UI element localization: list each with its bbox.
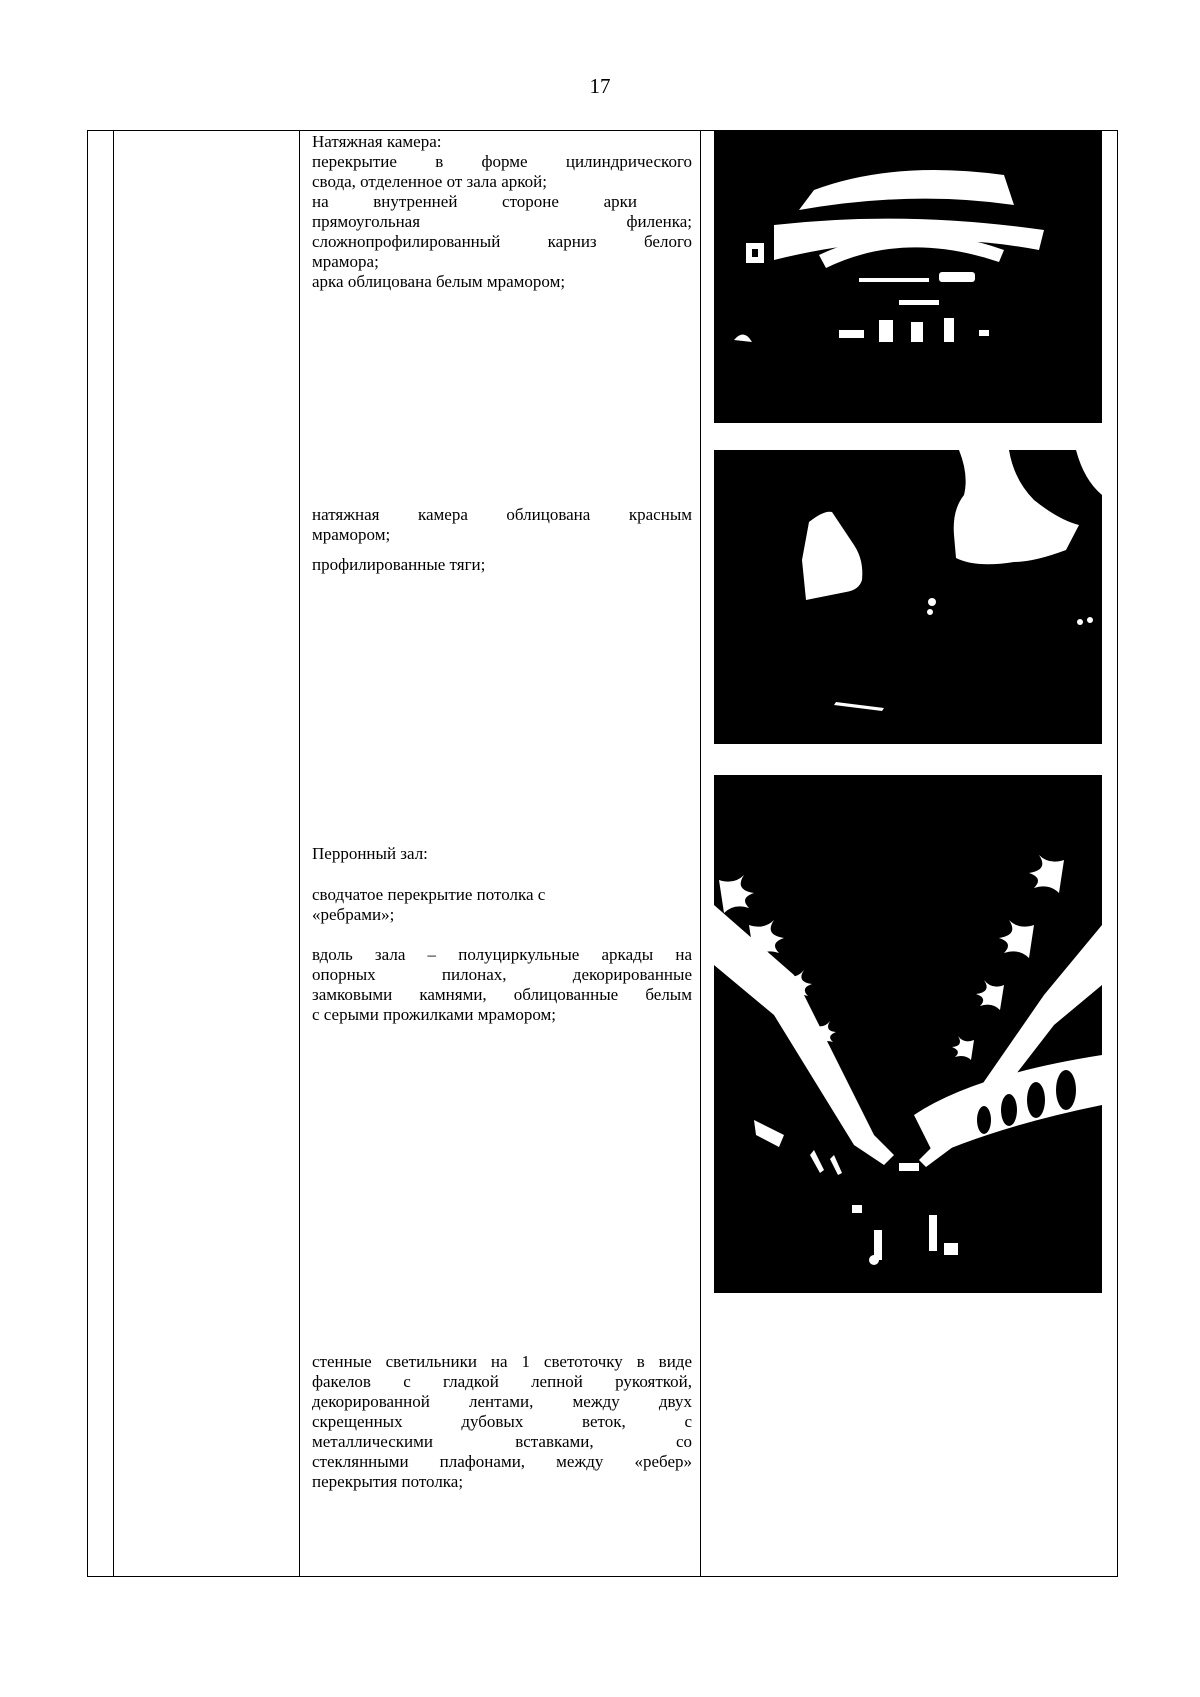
description-line: перекрытие в форме цилиндрического [312, 152, 692, 171]
description-line: сводчатое перекрытие потолка с [312, 885, 546, 904]
description-line: свода, отделенное от зала аркой; [312, 172, 547, 191]
description-line: декорированной лентами, между двух [312, 1392, 692, 1411]
description-line: стеклянными плафонами, между «ребер» [312, 1452, 692, 1471]
tension-chamber-arch-photo [714, 130, 1102, 423]
description-line: опорных пилонах, декорированные [312, 965, 692, 984]
platform-hall-description [312, 844, 692, 1025]
page-number: 17 [589, 74, 611, 98]
column-divider-2 [299, 131, 300, 1576]
description-line: перекрытия потолка; [312, 1472, 464, 1491]
lamps-description [312, 1352, 692, 1492]
description-line: на внутренней стороне арки [312, 192, 637, 211]
description-line: стенные светильники на 1 светоточку в виде [312, 1352, 692, 1371]
column-divider-1 [113, 131, 114, 1576]
description-line: мрамора; [312, 252, 379, 271]
tension-chamber-description [312, 132, 692, 292]
platform-hall-heading: Перронный зал: [312, 844, 428, 863]
description-line: факелов с гладкой лепной рукояткой, [312, 1372, 692, 1391]
description-line: вдоль зала – полуциркульные аркады на [312, 945, 692, 964]
description-line: металлическими вставками, со [312, 1432, 692, 1451]
description-line: замковыми камнями, облицованные белым [312, 985, 692, 1004]
red-marble-description [312, 505, 692, 575]
description-line: с серыми прожилками мрамором; [312, 1005, 556, 1024]
description-line: мрамором; [312, 525, 391, 544]
description-line: «ребрами»; [312, 905, 395, 924]
description-line: натяжная камера облицована красным [312, 505, 692, 524]
description-item: профилированные тяги; [312, 555, 486, 574]
description-line: арка облицована белым мрамором; [312, 272, 566, 291]
red-marble-chamber-photo [714, 450, 1102, 744]
description-line: прямоугольная филенка; [312, 212, 692, 231]
description-line: скрещенных дубовых веток, с [312, 1412, 692, 1431]
description-line: сложнопрофилированный карниз белого [312, 232, 692, 251]
tension-chamber-heading: Натяжная камера: [312, 132, 442, 151]
column-divider-3 [700, 131, 701, 1576]
platform-hall-vault-photo [714, 775, 1102, 1293]
